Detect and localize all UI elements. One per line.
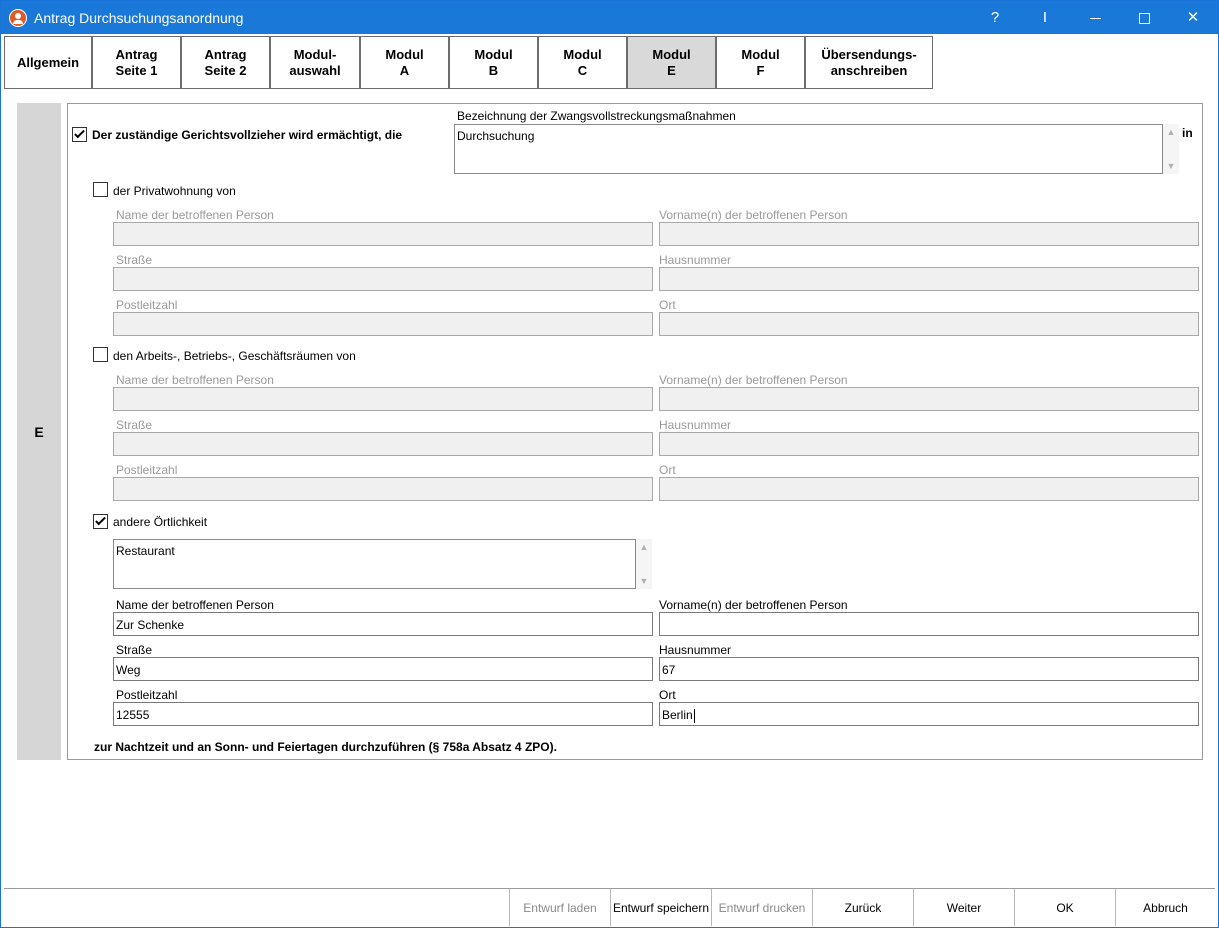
authorize-checkbox[interactable] <box>72 127 87 142</box>
tab-antrag-seite-2[interactable]: Antrag Seite 2 <box>181 36 270 89</box>
title-bar <box>1 1 1218 34</box>
print-draft-button[interactable]: Entwurf drucken <box>711 889 812 926</box>
ol-city-field[interactable] <box>659 702 1199 726</box>
maximize-button[interactable] <box>1120 1 1168 34</box>
back-button[interactable]: Zurück <box>812 889 913 926</box>
pr-zip-label: Postleitzahl <box>116 298 178 312</box>
minimize-button[interactable] <box>1071 1 1119 34</box>
business-premises-label: den Arbeits-, Betriebs-, Geschäftsräumen von <box>113 349 356 363</box>
tab-modul-c[interactable]: Modul C <box>538 36 627 89</box>
ol-name-label: Name der betroffenen Person <box>116 598 274 612</box>
module-e-panel <box>67 103 1203 760</box>
load-draft-button[interactable]: Entwurf laden <box>509 889 610 926</box>
bp-firstname-label: Vorname(n) der betroffenen Person <box>659 373 848 387</box>
bp-name-label: Name der betroffenen Person <box>116 373 274 387</box>
ok-button[interactable]: OK <box>1014 889 1115 926</box>
check-icon <box>95 515 106 526</box>
help-button[interactable]: ? <box>990 9 1000 26</box>
private-residence-checkbox[interactable] <box>93 182 108 197</box>
ol-zip-label: Postleitzahl <box>116 688 178 702</box>
tab-modul-a[interactable]: Modul A <box>360 36 449 89</box>
section-letter-bar: E <box>17 103 61 760</box>
footer-note: zur Nachtzeit und an Sonn- und Feiertagen durchzuführen (§ 758a Absatz 4 ZPO). <box>94 740 557 754</box>
ol-firstname-field[interactable] <box>659 612 1199 636</box>
pr-name-label: Name der betroffenen Person <box>116 208 274 222</box>
ol-street-label: Straße <box>116 643 153 657</box>
measures-scrollbar[interactable] <box>1163 124 1179 174</box>
bp-firstname-field[interactable] <box>659 387 1199 411</box>
other-location-textarea[interactable]: Restaurant <box>113 539 636 589</box>
tab-antrag-seite-1[interactable]: Antrag Seite 1 <box>92 36 181 89</box>
pr-firstname-field[interactable] <box>659 222 1199 246</box>
info-button[interactable]: I <box>1042 9 1048 26</box>
business-premises-checkbox[interactable] <box>93 347 108 362</box>
bp-housenumber-field[interactable] <box>659 432 1199 456</box>
ol-street-field[interactable]: Weg <box>113 657 653 681</box>
tab-uebersendungsanschreiben[interactable]: Übersendungs- anschreiben <box>805 36 933 89</box>
tab-modul-e[interactable]: Modul E <box>627 36 716 89</box>
authorize-label: Der zuständige Gerichtsvollzieher wird ermächtigt, die <box>92 128 403 142</box>
check-icon <box>74 128 85 139</box>
ol-housenumber-label: Hausnummer <box>659 643 732 657</box>
app-icon <box>9 9 27 27</box>
pr-housenumber-label: Hausnummer <box>659 253 732 267</box>
pr-city-label: Ort <box>659 298 676 312</box>
ol-housenumber-field[interactable]: 67 <box>659 657 1199 681</box>
other-location-label: andere Örtlichkeit <box>113 515 208 529</box>
bp-name-field[interactable] <box>113 387 653 411</box>
tab-allgemein[interactable]: Allgemein <box>4 36 92 89</box>
other-location-checkbox[interactable] <box>93 514 108 529</box>
tab-modul-f[interactable]: Modul F <box>716 36 805 89</box>
bp-zip-field[interactable] <box>113 477 653 501</box>
scroll-down-icon[interactable]: ▼ <box>1166 161 1176 171</box>
bp-housenumber-label: Hausnummer <box>659 418 732 432</box>
tab-modulauswahl[interactable]: Modul- auswahl <box>270 36 360 89</box>
measures-suffix: in <box>1182 126 1193 140</box>
scroll-up-icon[interactable]: ▲ <box>1166 127 1176 137</box>
window-title: Antrag Durchsuchungsanordnung <box>34 10 244 26</box>
save-draft-button[interactable]: Entwurf speichern <box>610 889 711 926</box>
measures-textarea[interactable]: Durchsuchung <box>454 124 1163 174</box>
scroll-down-icon[interactable]: ▼ <box>639 576 649 586</box>
cancel-button[interactable]: Abbruch <box>1115 889 1215 926</box>
bp-street-label: Straße <box>116 418 153 432</box>
pr-firstname-label: Vorname(n) der betroffenen Person <box>659 208 848 222</box>
pr-street-label: Straße <box>116 253 153 267</box>
bp-city-label: Ort <box>659 463 676 477</box>
ol-city-value: Berlin <box>662 708 693 722</box>
bp-zip-label: Postleitzahl <box>116 463 178 477</box>
measures-label: Bezeichnung der Zwangsvollstreckungsmaßnahmen <box>457 109 736 123</box>
bp-city-field[interactable] <box>659 477 1199 501</box>
ol-name-field[interactable]: Zur Schenke <box>113 612 653 636</box>
scroll-up-icon[interactable]: ▲ <box>639 542 649 552</box>
minimize-icon <box>1090 18 1101 19</box>
next-button[interactable]: Weiter <box>913 889 1014 926</box>
ol-zip-field[interactable]: 12555 <box>113 702 653 726</box>
text-caret <box>694 709 695 723</box>
pr-street-field[interactable] <box>113 267 653 291</box>
pr-housenumber-field[interactable] <box>659 267 1199 291</box>
close-button[interactable]: ✕ <box>1186 9 1200 26</box>
pr-name-field[interactable] <box>113 222 653 246</box>
other-location-scrollbar[interactable] <box>636 539 652 589</box>
tab-modul-b[interactable]: Modul B <box>449 36 538 89</box>
private-residence-label: der Privatwohnung von <box>113 184 236 198</box>
ol-firstname-label: Vorname(n) der betroffenen Person <box>659 598 848 612</box>
maximize-icon <box>1139 13 1150 24</box>
bp-street-field[interactable] <box>113 432 653 456</box>
ol-city-label: Ort <box>659 688 676 702</box>
pr-zip-field[interactable] <box>113 312 653 336</box>
pr-city-field[interactable] <box>659 312 1199 336</box>
